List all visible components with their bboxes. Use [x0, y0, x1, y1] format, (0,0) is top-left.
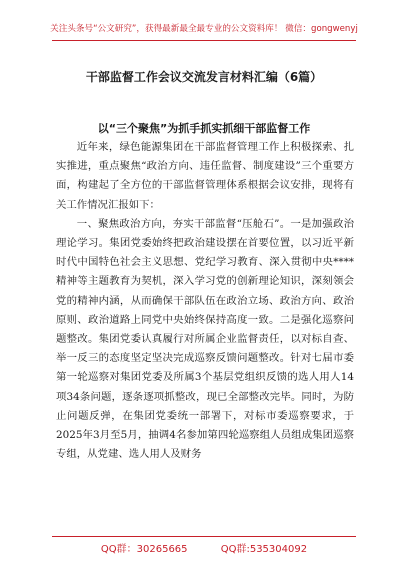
footer-contact: [0, 540, 408, 555]
qq-group-1: QQ群：30265665: [100, 544, 188, 555]
header-banner: 关注头条号“公文研究”，获得最新最全最专业的公文资料库！ 微信：gongwenyj: [50, 24, 358, 34]
paragraph: 一、聚焦政治方向，夯实干部监督“压舱石”。一是加强政治理论学习。集团党委始终把政治建设摆在首要位置，以习近平新时代中国特色社会主义思想、党纪学习教育、深入贯彻中央****精神等主题教育为契机，深入学习党的创新理论知识，深刻领会党的精神内涵，从而确保干部队伍在政治立场、政治方向、政治原则、政治道路上同党中央始终保持高度一致。二是强化巡察问题整改。集团党委认真履行对所属企业监督责任，以对标自查、举一反三的态度坚定坚决完成巡察反馈问题整改。针对七届市委第一轮巡察对集团党委及所属3个基层党组织反馈的选人用人14项34条问题，逐条逐项抓整改，现已全部整改完毕。同时，为防止问题反弹，在集团党委统一部署下，对标市委巡察要求，于2025年3月至5月，抽调4名参加第四轮巡察组人员组成集团巡察专组，从党建、选人用人及财务: [56, 217, 354, 461]
section-title: 以“三个聚焦”为抓手抓实抓细干部监督工作: [97, 122, 311, 135]
footer-divider: [52, 536, 356, 537]
qq-group-2: QQ群:535304092: [220, 544, 308, 555]
paragraph: 近年来，绿色能源集团在干部监督管理工作上积极探索、扎实推进，重点聚焦“政治方向、违任监督、制度建设”三个重要方面，构建起了全方位的干部监督管理体系根据会议安排，现将有关工作情况汇报如下：: [56, 141, 354, 211]
document-body: [56, 138, 354, 464]
document-title: 干部监督工作会议交流发言材料汇编（6篇）: [85, 70, 323, 84]
header-divider: [52, 40, 356, 41]
